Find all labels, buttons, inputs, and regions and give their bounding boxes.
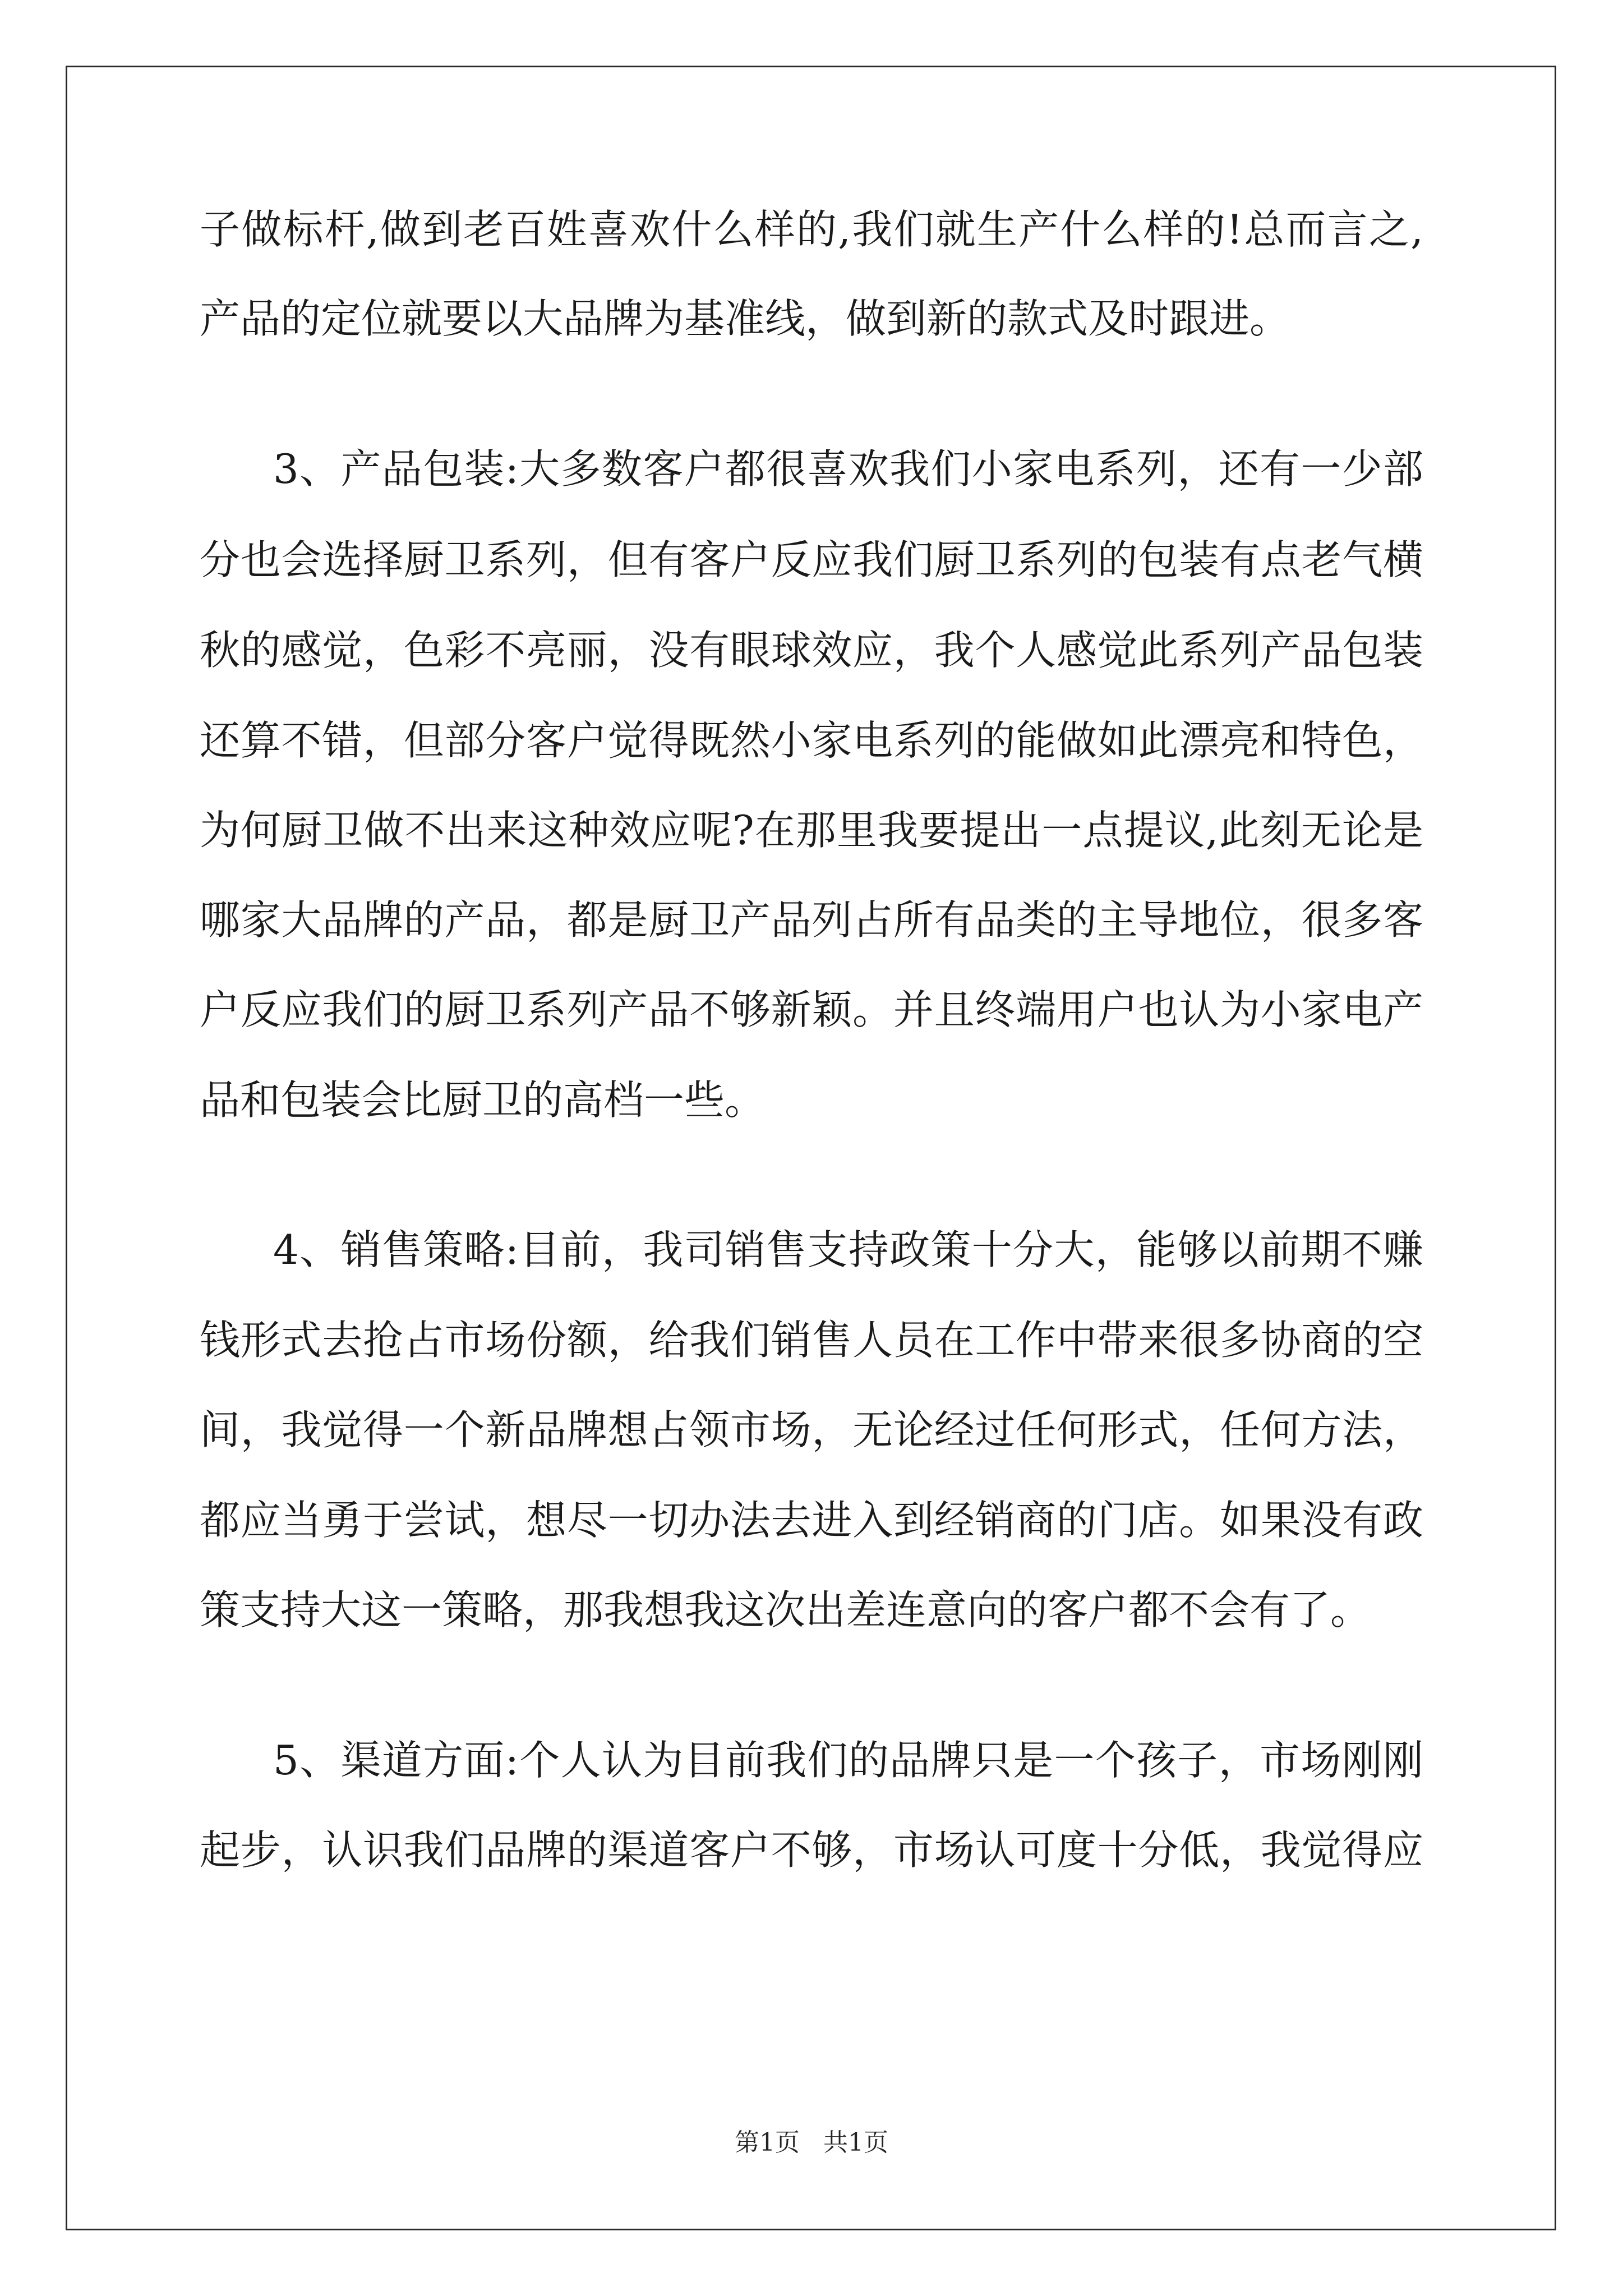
body-text-line: 都应当勇于尝试，想尽一切办法去进入到经销商的门店。如果没有政	[200, 1497, 1423, 1544]
body-text-line: 哪家大品牌的产品，都是厨卫产品列占所有品类的主导地位，很多客	[200, 896, 1423, 944]
page-number-footer: 第1页 共1页	[735, 2128, 888, 2157]
body-text-line: 为何厨卫做不出来这种效应呢?在那里我要提出一点提议,此刻无论是	[200, 807, 1423, 854]
body-text-line: 5、渠道方面:个人认为目前我们的品牌只是一个孩子，市场刚刚	[273, 1737, 1423, 1784]
body-text-line: 还算不错，但部分客户觉得既然小家电系列的能做如此漂亮和特色，	[200, 717, 1423, 764]
body-text-line: 钱形式去抢占市场份额，给我们销售人员在工作中带来很多协商的空	[200, 1317, 1423, 1364]
body-text-line: 秋的感觉，色彩不亮丽，没有眼球效应，我个人感觉此系列产品包装	[200, 627, 1423, 674]
body-text-line: 策支持大这一策略，那我想我这次出差连意向的客户都不会有了。	[200, 1586, 1371, 1634]
body-text-line: 分也会选择厨卫系列，但有客户反应我们厨卫系列的包装有点老气横	[200, 536, 1423, 583]
body-text-line: 品和包装会比厨卫的高档一些。	[200, 1076, 766, 1124]
body-text-line: 4、销售策略:目前，我司销售支持政策十分大，能够以前期不赚	[273, 1226, 1423, 1273]
body-text-line: 起步，认识我们品牌的渠道客户不够，市场认可度十分低，我觉得应	[200, 1826, 1423, 1874]
body-text-line: 间，我觉得一个新品牌想占领市场，无论经过任何形式，任何方法，	[200, 1406, 1423, 1453]
body-text-line: 子做标杆,做到老百姓喜欢什么样的,我们就生产什么样的!总而言之,	[200, 206, 1423, 253]
body-text-line: 3、产品包装:大多数客户都很喜欢我们小家电系列，还有一少部	[273, 445, 1423, 493]
body-text-line: 产品的定位就要以大品牌为基准线，做到新的款式及时跟进。	[200, 295, 1290, 342]
page-border	[66, 66, 1556, 2230]
body-text-line: 户反应我们的厨卫系列产品不够新颖。并且终端用户也认为小家电产	[200, 986, 1423, 1033]
